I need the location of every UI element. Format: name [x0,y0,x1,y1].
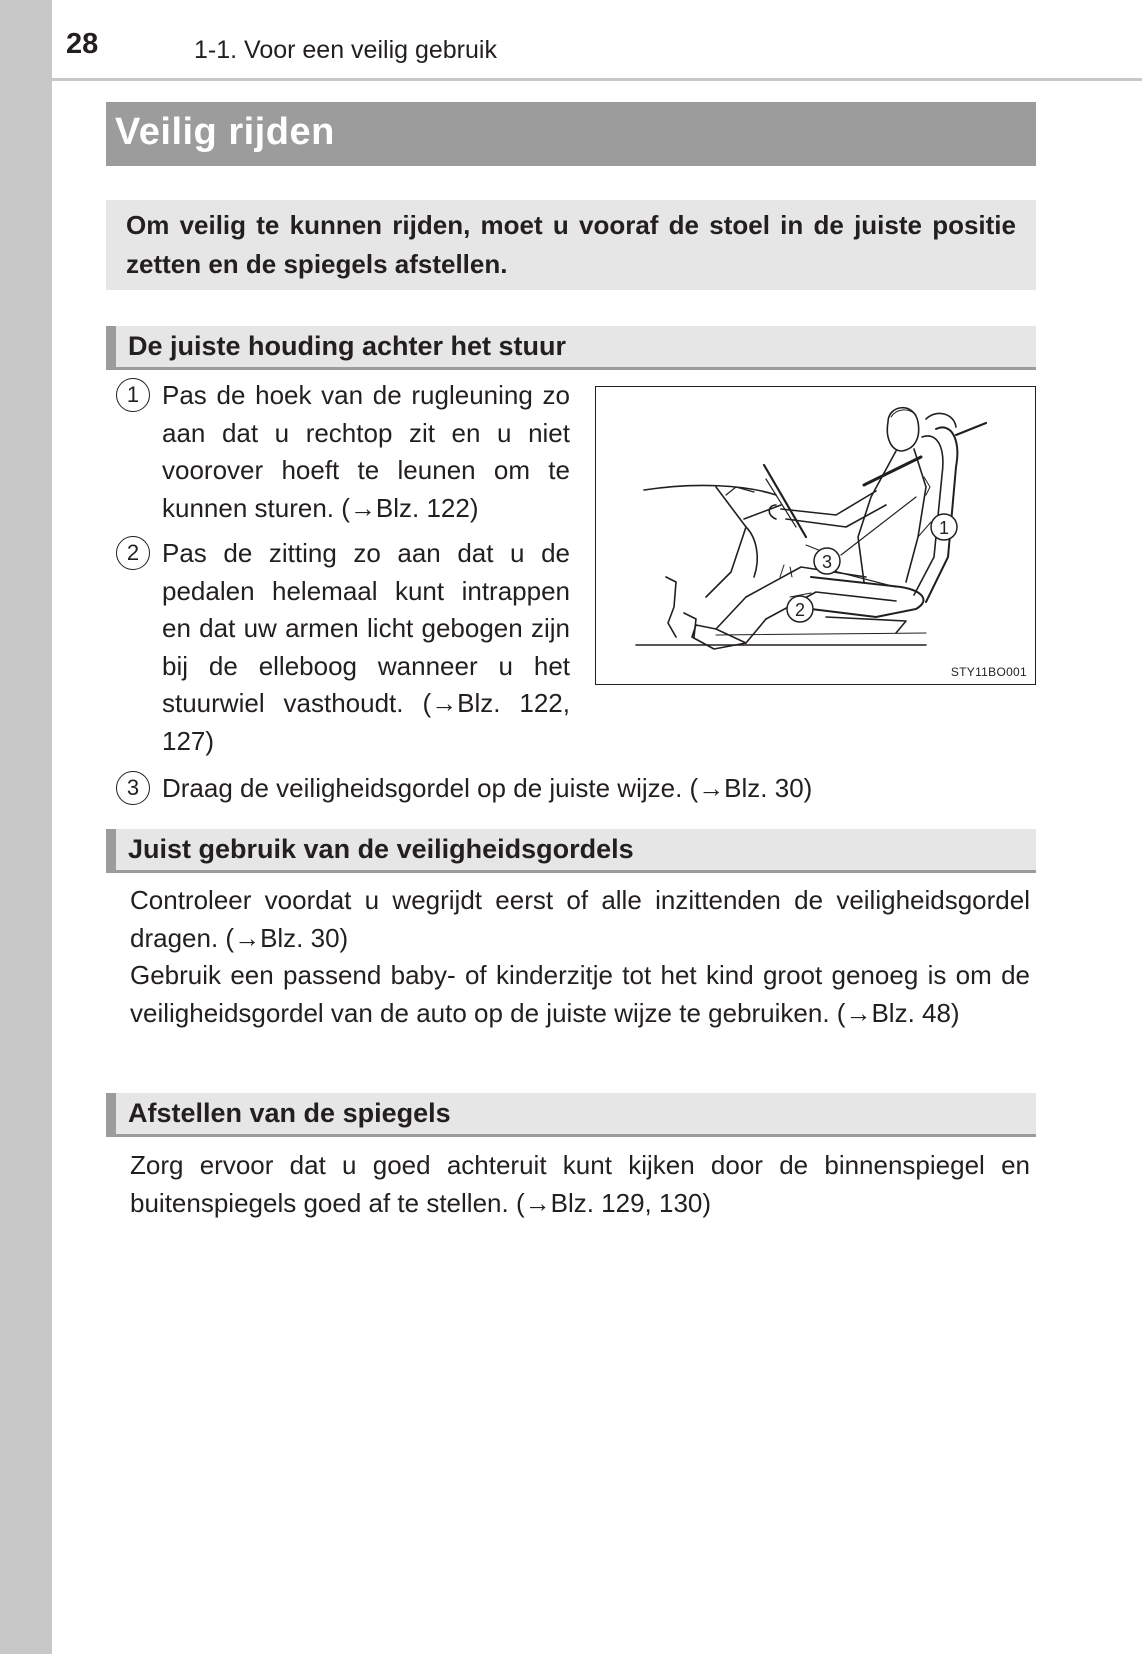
page-number: 28 [66,28,99,60]
header-rule [52,78,1142,81]
figure-callout-1 [931,514,957,540]
driver-seat-drawing [596,387,1037,686]
section-heading-text: Juist gebruik van de veiligheidsgordels [128,834,634,864]
running-head: 1-1. Voor een veilig gebruik [194,36,497,64]
item-text-2: Pas de zitting zo aan dat u de pedalen helemaal kunt intrappen en dat uw armen licht gebogen zijn bij de elleboog wanneer u het stuurwiel vasthoudt. (→Blz. 122, 127) [162,538,570,756]
intro-text: Om veilig te kunnen rijden, moet u vooraf de stoel in de juiste positie zetten en de spiegels afstellen. [126,210,1016,279]
intro-box [106,200,1036,290]
mirrors-paragraph: Zorg ervoor dat u goed achteruit kunt kijken door de binnenspiegel en buitenspiegels goed af te stellen. (→Blz. 129, 130) [130,1150,1030,1218]
page-title: Veilig rijden [115,111,335,153]
item-marker-1: 1 [116,378,150,412]
item-text-3: Draag de veiligheidsgordel op de juiste wijze. (→Blz. 30) [162,773,813,803]
section-heading-seatbelts [106,829,1036,873]
side-thumb-bar [0,0,52,1654]
section-heading-text: Afstellen van de spiegels [128,1098,451,1128]
figure-code: STY11BO001 [950,665,1027,679]
item-marker-3: 3 [116,771,150,805]
figure-callout-2-label: 2 [794,600,806,620]
seatbelt-paragraph-2: Gebruik een passend baby- of kinderzitje tot het kind groot genoeg is om de veiligheidsgordel van de auto op de juiste wijze te gebruiken. (→Blz. 48) [130,960,1030,1028]
item-text-1: Pas de hoek van de rugleuning zo aan dat u rechtop zit en u niet voorover hoeft te leunen om te kunnen sturen. (→Blz. 122) [162,380,570,523]
section-heading-posture [106,326,1036,370]
section-heading-text: De juiste houding achter het stuur [128,331,567,361]
figure-callout-2 [787,596,813,622]
driving-posture-illustration [595,386,1036,685]
figure-callout-3-label: 3 [821,552,833,572]
title-bar [106,102,1036,166]
item-marker-2: 2 [116,536,150,570]
figure-callout-3 [814,548,840,574]
figure-callout-1-label: 1 [938,518,950,538]
section-heading-mirrors [106,1093,1036,1137]
seatbelt-paragraph-1: Controleer voordat u wegrijdt eerst of alle inzittenden de veiligheidsgordel dragen. (→Blz. 30) [130,885,1030,953]
